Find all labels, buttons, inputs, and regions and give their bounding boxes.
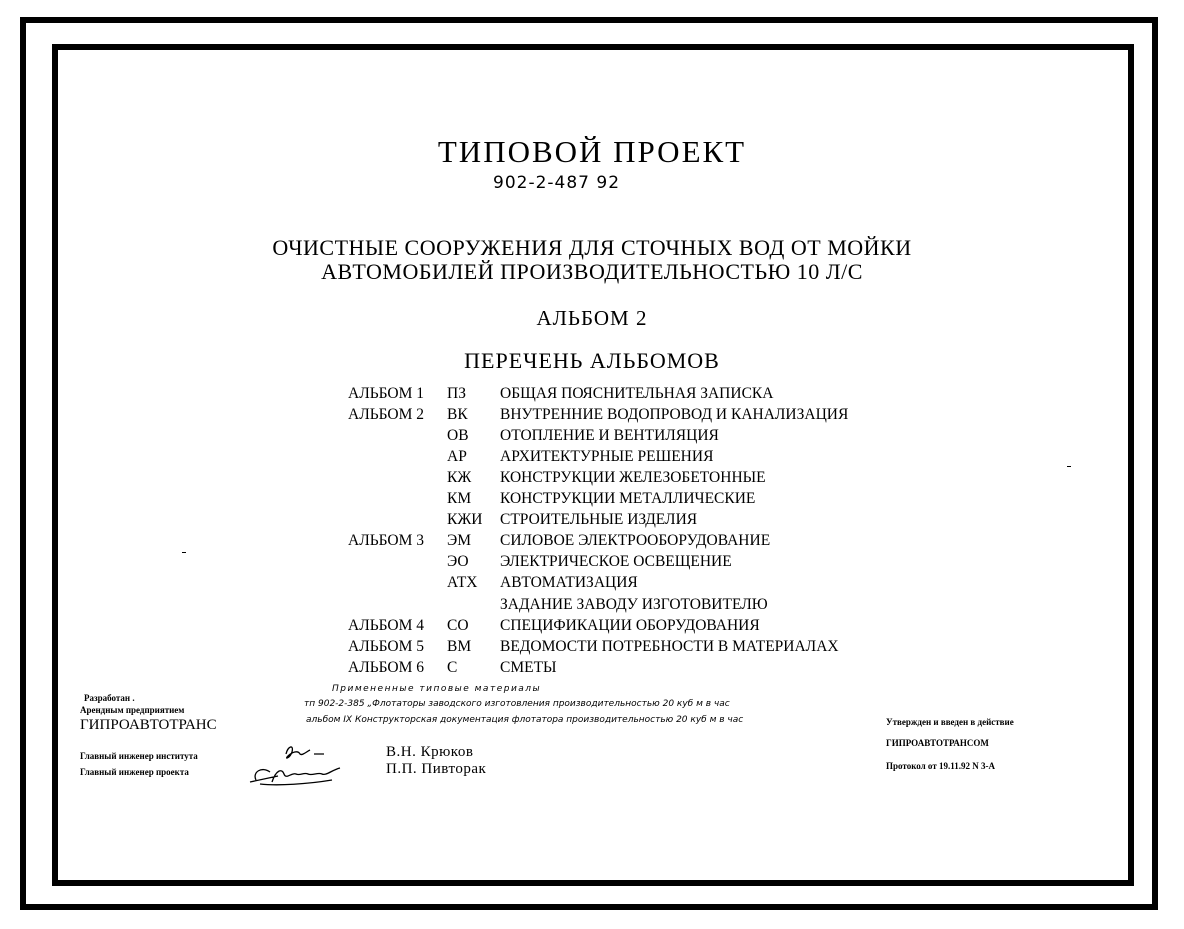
section-title: СПЕЦИФИКАЦИИ ОБОРУДОВАНИЯ <box>500 617 760 634</box>
album-label: АЛЬБОМ 4 <box>348 617 425 634</box>
approval-org: ГИПРОАВТОТРАНСОМ <box>886 738 989 748</box>
section-code: ВК <box>447 406 468 423</box>
section-code: ОВ <box>447 427 469 444</box>
materials-line-1: тп 902-2-385 „Флотаторы заводского изготовления производительностью 20 куб м в час <box>304 699 730 709</box>
section-code: КМ <box>447 490 472 507</box>
materials-heading: Примененные типовые материалы <box>332 684 542 694</box>
section-code: КЖ <box>447 469 472 486</box>
section-title: ОТОПЛЕНИЕ И ВЕНТИЛЯЦИЯ <box>500 427 719 444</box>
document-title: ТИПОВОЙ ПРОЕКТ <box>437 134 747 169</box>
scan-mark <box>1067 466 1071 467</box>
section-title: КОНСТРУКЦИИ ЖЕЛЕЗОБЕТОННЫЕ <box>500 469 766 486</box>
scan-mark <box>182 552 186 553</box>
section-code: С <box>447 659 458 676</box>
section-title: ВЕДОМОСТИ ПОТРЕБНОСТИ В МАТЕРИАЛАХ <box>500 638 839 655</box>
developer-org: ГИПРОАВТОТРАНС <box>80 717 217 733</box>
project-name-line-2: АВТОМОБИЛЕЙ ПРОИЗВОДИТЕЛЬНОСТЬЮ 10 Л/С <box>321 259 863 284</box>
album-label: АЛЬБОМ 1 <box>348 385 425 402</box>
person-2-name: П.П. Пивторак <box>386 761 487 777</box>
section-title: КОНСТРУКЦИИ МЕТАЛЛИЧЕСКИЕ <box>500 490 756 507</box>
album-list-title: ПЕРЕЧЕНЬ АЛЬБОМОВ <box>464 348 720 373</box>
developer-enterprise: Арендным предприятием <box>80 705 185 715</box>
section-title: АРХИТЕКТУРНЫЕ РЕШЕНИЯ <box>500 448 714 465</box>
section-title: АВТОМАТИЗАЦИЯ <box>500 574 638 591</box>
section-code: КЖИ <box>447 511 483 528</box>
section-code: ЭМ <box>447 532 472 549</box>
album-number: АЛЬБОМ 2 <box>536 306 648 330</box>
materials-line-2: альбом IX Конструкторская документация флотатора производительностью 20 куб м в час <box>306 715 744 725</box>
section-code: ВМ <box>447 638 472 655</box>
section-title: СМЕТЫ <box>500 659 557 676</box>
album-label: АЛЬБОМ 3 <box>348 532 425 549</box>
section-title: ВНУТРЕННИЕ ВОДОПРОВОД И КАНАЛИЗАЦИЯ <box>500 406 849 423</box>
section-title: ЭЛЕКТРИЧЕСКОЕ ОСВЕЩЕНИЕ <box>500 553 732 570</box>
album-label: АЛЬБОМ 2 <box>348 406 425 423</box>
signatures <box>248 742 358 792</box>
developer-label: Разработан . <box>84 693 135 703</box>
chief-engineer-project-role: Главный инженер проекта <box>80 767 189 777</box>
section-code: ЭО <box>447 553 469 570</box>
section-title: СИЛОВОЕ ЭЛЕКТРООБОРУДОВАНИЕ <box>500 532 771 549</box>
section-code: АТХ <box>447 574 478 591</box>
approval-protocol: Протокол от 19.11.92 N 3-А <box>886 761 995 771</box>
section-code: АР <box>447 448 467 465</box>
section-code: ПЗ <box>447 385 466 402</box>
album-label: АЛЬБОМ 5 <box>348 638 425 655</box>
section-code: СО <box>447 617 469 634</box>
project-code: 902-2-487 92 <box>493 173 621 193</box>
section-title: СТРОИТЕЛЬНЫЕ ИЗДЕЛИЯ <box>500 511 698 528</box>
album-label: АЛЬБОМ 6 <box>348 659 425 676</box>
project-name-line-1: ОЧИСТНЫЕ СООРУЖЕНИЯ ДЛЯ СТОЧНЫХ ВОД ОТ МОЙКИ <box>272 235 912 260</box>
chief-engineer-institute-role: Главный инженер института <box>80 751 198 761</box>
approval-label: Утвержден и введен в действие <box>886 717 1014 727</box>
section-title: ЗАДАНИЕ ЗАВОДУ ИЗГОТОВИТЕЛЮ <box>500 596 768 613</box>
section-title: ОБЩАЯ ПОЯСНИТЕЛЬНАЯ ЗАПИСКА <box>500 385 774 402</box>
person-1-name: В.Н. Крюков <box>386 744 474 760</box>
